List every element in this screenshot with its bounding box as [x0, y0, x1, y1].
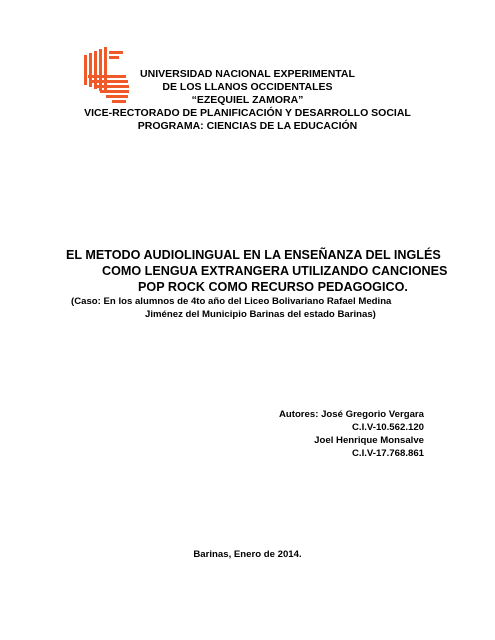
- title-line-3: POP ROCK COMO RECURSO PEDAGOGICO.: [138, 280, 408, 294]
- institution-line-2: DE LOS LLANOS OCCIDENTALES: [162, 81, 333, 93]
- title-line-1: EL METODO AUDIOLINGUAL EN LA ENSEÑANZA DEL INGLÉS: [66, 248, 441, 262]
- authors-id-2: C.I.V-17.768.861: [351, 448, 424, 459]
- institution-line-4: VICE-RECTORADO DE PLANIFICACIÓN Y DESARROLLO SOCIAL: [84, 107, 411, 119]
- case-line-1: (Caso: En los alumnos de 4to año del Liceo Bolivariano Rafael Medina: [71, 296, 392, 307]
- authors-line-1: Autores: José Gregorio Vergara: [278, 409, 424, 420]
- institution-line-3: “EZEQUIEL ZAMORA”: [191, 94, 304, 106]
- title-line-2: COMO LENGUA EXTRANGERA UTILIZANDO CANCIONES: [102, 264, 448, 278]
- institution-line-1: UNIVERSIDAD NACIONAL EXPERIMENTAL: [140, 68, 355, 80]
- institution-line-5: PROGRAMA: CIENCIAS DE LA EDUCACIÓN: [137, 120, 358, 132]
- case-line-2: Jiménez del Municipio Barinas del estado Barinas): [145, 309, 376, 320]
- date-line: Barinas, Enero de 2014.: [193, 549, 302, 560]
- authors-line-2: Joel Henrique Monsalve: [314, 435, 424, 446]
- authors-id-1: C.I.V-10.562.120: [351, 422, 424, 433]
